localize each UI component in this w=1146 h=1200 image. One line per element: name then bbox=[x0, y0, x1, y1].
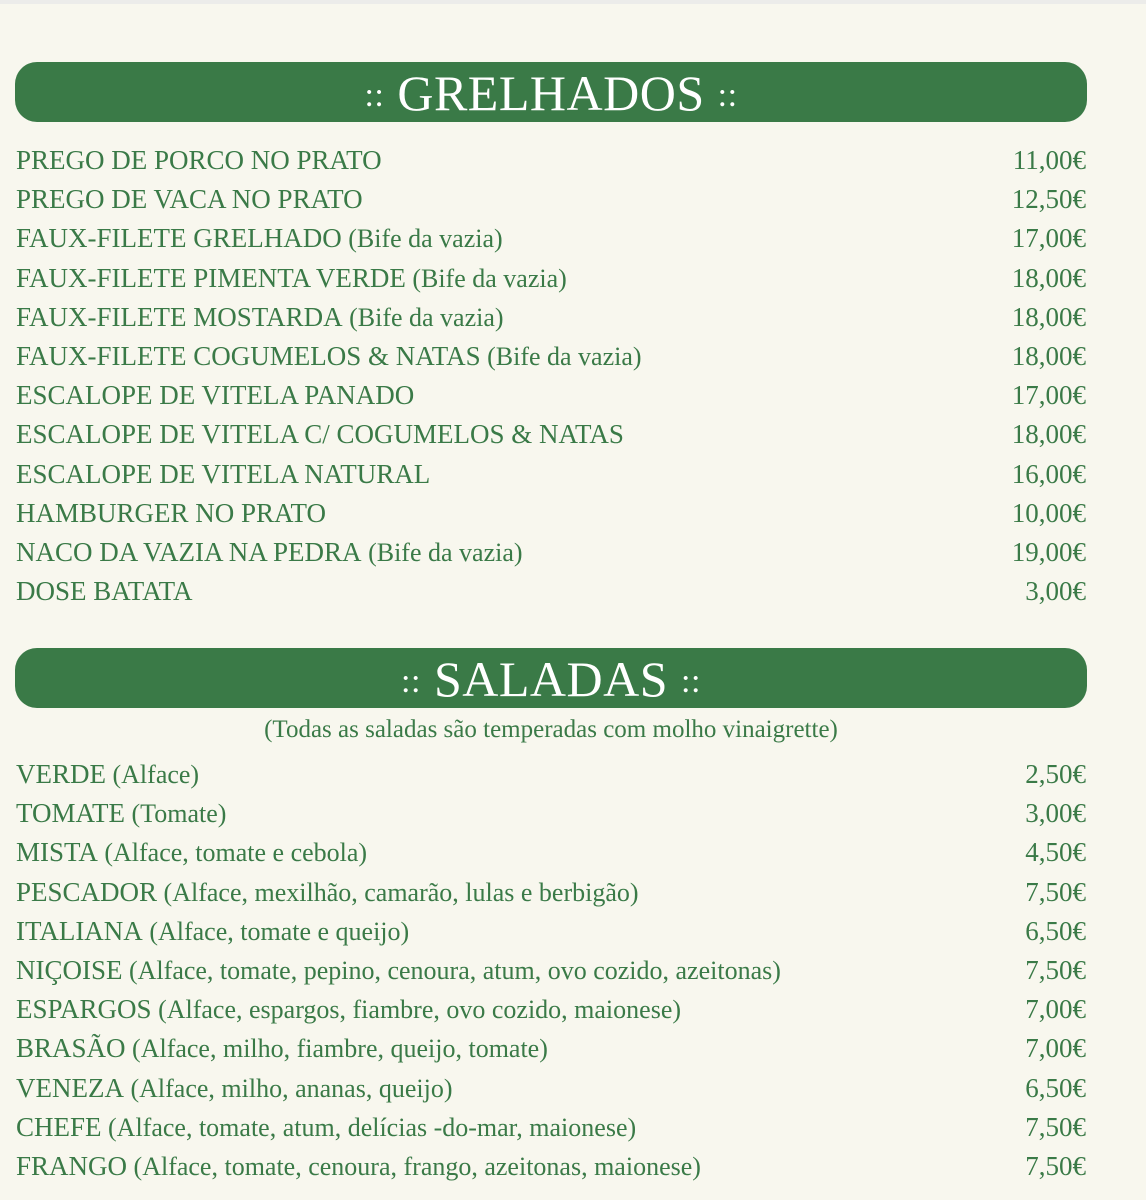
menu-item-title: ESCALOPE DE VITELA NATURAL bbox=[16, 458, 431, 489]
menu-item-title: ESPARGOS bbox=[16, 994, 152, 1025]
menu-item-title: NACO DA VAZIA NA PEDRA bbox=[16, 536, 362, 567]
menu-item bbox=[16, 337, 1086, 376]
section-title-saladas: SALADAS bbox=[433, 651, 669, 707]
section-banner-saladas bbox=[15, 648, 1087, 708]
menu-item-price: 12,50€ bbox=[1011, 184, 1086, 215]
menu-item-title: NIÇOISE bbox=[16, 954, 123, 985]
menu-item bbox=[16, 376, 1086, 415]
menu-item-price: 7,50€ bbox=[1025, 1111, 1086, 1142]
menu-item-price: 18,00€ bbox=[1011, 262, 1086, 293]
menu-item-name bbox=[16, 494, 1012, 533]
menu-item-description: (Tomate) bbox=[131, 799, 227, 829]
menu-item-description: (Alface, tomate e queijo) bbox=[149, 916, 410, 946]
menu-item-title: HAMBURGER NO PRATO bbox=[16, 497, 327, 528]
menu-item-price: 11,00€ bbox=[1012, 145, 1086, 175]
menu-item bbox=[16, 415, 1086, 454]
menu-item-price: 16,00€ bbox=[1011, 458, 1086, 489]
menu-item-description: (Alface, tomate, pepino, cenoura, atum, ovo cozido, azeitonas) bbox=[129, 955, 781, 985]
menu-item-name bbox=[16, 298, 1012, 337]
menu-item-price: 17,00€ bbox=[1011, 223, 1086, 254]
menu-item bbox=[16, 873, 1086, 912]
menu-item-price: 7,50€ bbox=[1025, 954, 1086, 985]
menu-item-name bbox=[16, 1108, 1025, 1147]
menu-item-description: (Bife da vazia) bbox=[412, 263, 567, 293]
menu-item bbox=[16, 951, 1086, 990]
top-divider bbox=[0, 0, 1146, 4]
menu-item-name bbox=[16, 1147, 1025, 1186]
menu-item bbox=[16, 180, 1086, 219]
menu-item-description: (Alface, tomate, atum, delícias -do-mar, maionese) bbox=[108, 1112, 637, 1142]
menu-item-description: (Alface) bbox=[112, 760, 200, 789]
menu-item bbox=[16, 1108, 1086, 1147]
menu-list-saladas bbox=[16, 755, 1086, 1186]
menu-item-title: ESCALOPE DE VITELA C/ COGUMELOS & NATAS bbox=[16, 419, 624, 450]
ornament-left: :: bbox=[364, 77, 385, 114]
menu-item-description: (Alface, espargos, fiambre, ovo cozido, maionese) bbox=[158, 995, 682, 1025]
menu-item-price: 18,00€ bbox=[1011, 419, 1086, 450]
section-title-grelhados: GRELHADOS bbox=[397, 65, 705, 121]
menu-item-name bbox=[16, 990, 1025, 1029]
menu-item bbox=[16, 1147, 1086, 1186]
menu-item bbox=[16, 219, 1086, 258]
menu-item-price: 2,50€ bbox=[1025, 759, 1086, 789]
menu-item-title: FRANGO bbox=[16, 1150, 128, 1181]
menu-item bbox=[16, 1029, 1086, 1068]
menu-item-name bbox=[16, 259, 1012, 298]
menu-item bbox=[16, 572, 1086, 611]
menu-list-grelhados bbox=[16, 141, 1086, 611]
menu-item-title: DOSE BATATA bbox=[16, 576, 193, 607]
menu-item bbox=[16, 794, 1086, 833]
menu-item-name bbox=[16, 219, 1012, 258]
menu-item-name bbox=[16, 794, 1025, 833]
menu-item-price: 7,50€ bbox=[1025, 1150, 1086, 1181]
menu-item-description: (Alface, milho, ananas, queijo) bbox=[130, 1073, 453, 1103]
menu-item bbox=[16, 141, 1086, 180]
menu-item bbox=[16, 259, 1086, 298]
ornament-right: :: bbox=[717, 77, 738, 114]
menu-item bbox=[16, 755, 1086, 794]
menu-item-name bbox=[16, 572, 1025, 611]
menu-item bbox=[16, 494, 1086, 533]
menu-item-description: (Alface, tomate, cenoura, frango, azeitonas, maionese) bbox=[133, 1151, 701, 1181]
menu-item-description: (Bife da vazia) bbox=[487, 341, 642, 371]
menu-item bbox=[16, 533, 1086, 572]
menu-item-price: 17,00€ bbox=[1011, 380, 1086, 411]
menu-item-name bbox=[16, 951, 1025, 990]
menu-item-title: FAUX-FILETE PIMENTA VERDE bbox=[16, 262, 406, 293]
menu-item-price: 6,50€ bbox=[1025, 1072, 1086, 1103]
menu-item-name bbox=[16, 833, 1025, 872]
menu-item-price: 7,00€ bbox=[1025, 994, 1086, 1025]
menu-item-price: 7,00€ bbox=[1025, 1033, 1086, 1064]
menu-item-title: BRASÃO bbox=[16, 1033, 126, 1064]
menu-item-name bbox=[16, 912, 1025, 951]
menu-item-title: PESCADOR bbox=[16, 876, 158, 907]
menu-item-title: PREGO DE PORCO NO PRATO bbox=[16, 145, 382, 175]
menu-item-title: VENEZA bbox=[16, 1072, 124, 1103]
menu-item-name bbox=[16, 455, 1012, 494]
menu-item-description: (Bife da vazia) bbox=[348, 224, 503, 254]
ornament-right: :: bbox=[681, 663, 701, 700]
menu-item bbox=[16, 833, 1086, 872]
menu-item bbox=[16, 298, 1086, 337]
menu-item-price: 18,00€ bbox=[1011, 301, 1086, 332]
menu-item-price: 18,00€ bbox=[1011, 340, 1086, 371]
menu-item bbox=[16, 912, 1086, 951]
menu-item-name bbox=[16, 141, 1013, 180]
menu-item-title: CHEFE bbox=[16, 1111, 102, 1142]
menu-item-price: 6,50€ bbox=[1025, 915, 1086, 946]
menu-item-price: 4,50€ bbox=[1025, 837, 1086, 868]
menu-item-price: 10,00€ bbox=[1011, 497, 1086, 528]
menu-item-price: 19,00€ bbox=[1011, 536, 1086, 567]
menu-item-title: FAUX-FILETE MOSTARDA bbox=[16, 301, 343, 332]
menu-item-description: (Bife da vazia) bbox=[368, 537, 523, 567]
menu-item-title: FAUX-FILETE GRELHADO bbox=[16, 223, 342, 254]
menu-item-name bbox=[16, 415, 1012, 454]
menu-item-price: 3,00€ bbox=[1025, 576, 1086, 607]
menu-item-name bbox=[16, 533, 1012, 572]
ornament-left: :: bbox=[401, 663, 421, 700]
menu-item-name bbox=[16, 180, 1012, 219]
menu-item-description: (Alface, mexilhão, camarão, lulas e berbigão) bbox=[163, 877, 639, 907]
menu-item-name bbox=[16, 1029, 1025, 1068]
menu-item-price: 3,00€ bbox=[1025, 798, 1086, 829]
menu-item-name bbox=[16, 337, 1012, 376]
menu-item-title: TOMATE bbox=[16, 798, 126, 829]
menu-item bbox=[16, 1069, 1086, 1108]
menu-item-title: PREGO DE VACA NO PRATO bbox=[16, 184, 363, 215]
menu-item bbox=[16, 990, 1086, 1029]
menu-item-name bbox=[16, 1069, 1025, 1108]
menu-item-name bbox=[16, 755, 1025, 794]
section-banner-grelhados bbox=[15, 62, 1087, 122]
menu-item-title: ESCALOPE DE VITELA PANADO bbox=[16, 380, 415, 411]
saladas-note: (Todas as saladas são temperadas com molho vinaigrette) bbox=[264, 716, 838, 743]
menu-item-description: (Alface, tomate e cebola) bbox=[104, 838, 368, 868]
menu-item-name bbox=[16, 873, 1025, 912]
menu-item-title: ITALIANA bbox=[16, 915, 143, 946]
menu-item-description: (Bife da vazia) bbox=[349, 302, 504, 332]
menu-item-title: VERDE bbox=[16, 759, 106, 789]
menu-item-description: (Alface, milho, fiambre, queijo, tomate) bbox=[132, 1034, 548, 1064]
menu-item-name bbox=[16, 376, 1012, 415]
menu-item-price: 7,50€ bbox=[1025, 876, 1086, 907]
menu-item bbox=[16, 455, 1086, 494]
menu-item-title: FAUX-FILETE COGUMELOS & NATAS bbox=[16, 340, 481, 371]
menu-item-title: MISTA bbox=[16, 837, 98, 868]
